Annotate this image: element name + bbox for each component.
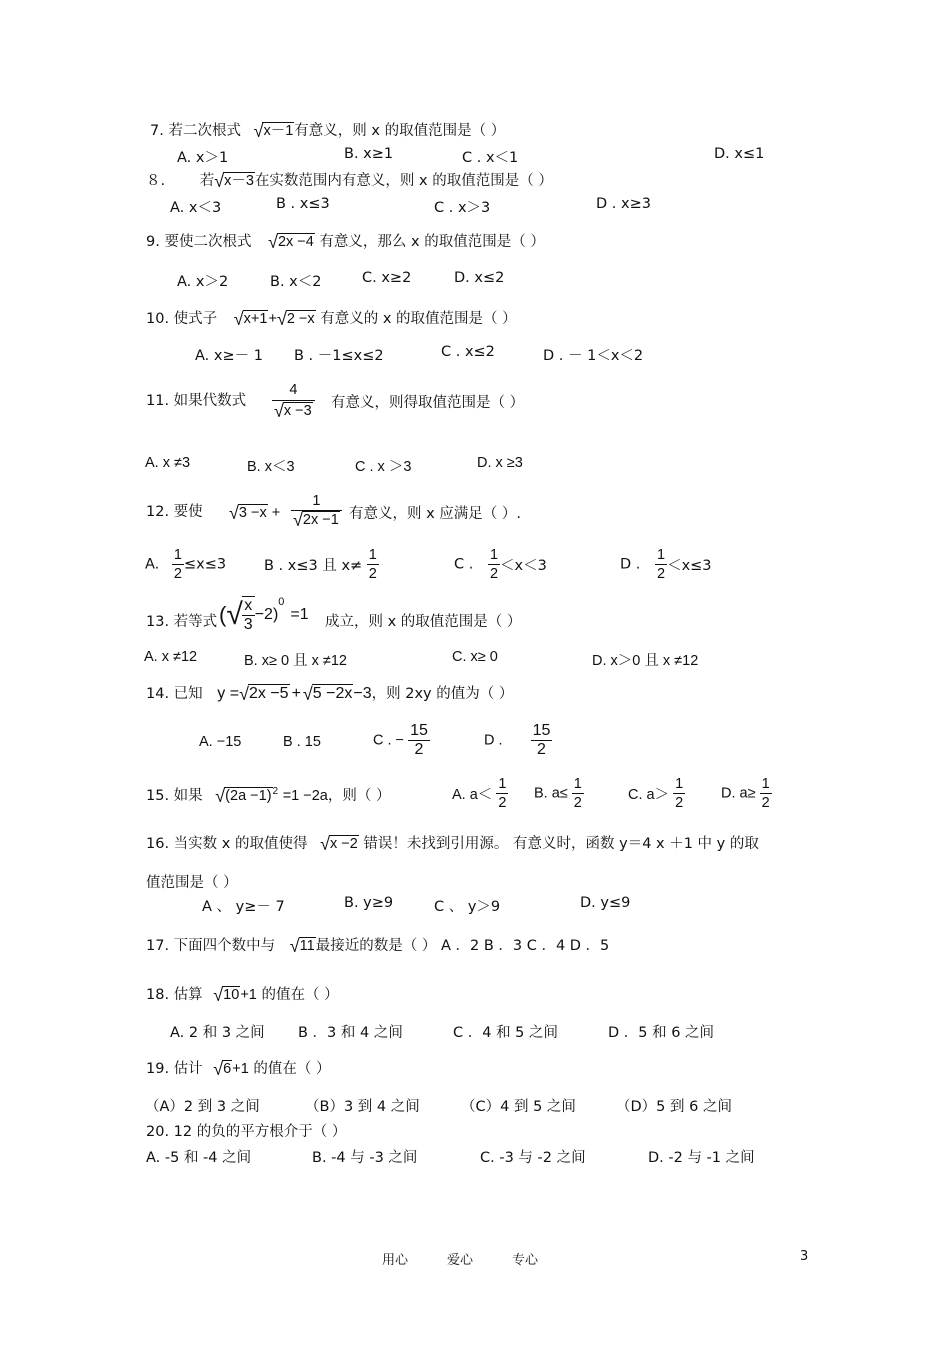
q14-option-a: A. −15 xyxy=(199,734,242,750)
q12-option-b-num: 1 xyxy=(368,547,377,563)
q14-option-c-num: 15 xyxy=(410,722,428,739)
q20-option-c: C. -3 与 -2 之间 xyxy=(480,1150,586,1166)
q12-plus: + xyxy=(271,505,281,521)
q14-radical-1: √2x −5 xyxy=(239,684,289,704)
q18-option-b: B ．3 和 4 之间 xyxy=(298,1025,403,1041)
q11-denominator: √x −3 xyxy=(272,400,315,421)
q14-stem xyxy=(146,684,513,704)
q16-stem-tail: 错误！未找到引用源。 有意义时，函数 y＝4 x ＋1 中 y 的取 xyxy=(363,836,759,852)
q18-radical: √10+1 xyxy=(213,985,257,1005)
q12-option-b-frac xyxy=(367,546,379,583)
q18-plus-one: +1 xyxy=(240,987,257,1003)
q14-option-c-den: 2 xyxy=(408,740,430,759)
q14-radicand-2: 5 −2x xyxy=(312,685,353,702)
q12-option-a-num: 1 xyxy=(173,547,182,563)
q19-stem-text: 19. 估计 xyxy=(146,1061,203,1077)
q9-stem-text: 9. 要使二次根式 xyxy=(146,234,252,250)
q15-radical: $√(2a -1)^2$ xyxy=(215,785,279,806)
q12-radicand-2: 2x −1 xyxy=(302,512,339,528)
q15-exponent: 2 xyxy=(272,786,279,797)
q13-inner-den: 3 xyxy=(243,616,253,633)
q14-option-b: B . 15 xyxy=(283,734,321,750)
q13-option-d: D. x＞0 且 x ≠12 xyxy=(592,653,699,669)
q12-option-a-rest: ≤x≤3 xyxy=(183,556,227,573)
q19-radicand: 6 xyxy=(223,1061,232,1077)
q15-option-d-num: 1 xyxy=(761,776,770,792)
q11-radicand: x −3 xyxy=(283,403,312,419)
q12-stem-tail: 有意义，则 x 应满足（ ）. xyxy=(349,506,522,522)
q12-fraction xyxy=(291,492,342,529)
q19-option-c: （C）4 到 5 之间 xyxy=(461,1099,576,1115)
q17-radicand: 11 xyxy=(299,938,315,954)
q19-stem xyxy=(146,1059,331,1079)
q12-option-d-frac xyxy=(655,546,667,583)
q12-option-c-label: C . xyxy=(454,556,474,573)
q12-option-c-frac xyxy=(488,546,500,583)
q13-inner-frac xyxy=(242,596,255,634)
q15-option-a-den: 2 xyxy=(498,795,507,811)
q12-option-a-den: 2 xyxy=(173,566,182,582)
q12-radical-1: √3 −x + xyxy=(229,503,281,523)
q7-radical: √x－1 xyxy=(253,121,294,141)
q11-stem xyxy=(146,391,246,411)
q10-option-d: D . － 1＜x＜2 xyxy=(543,348,644,364)
q9-option-d: D. x≤2 xyxy=(454,270,505,286)
q12-stem-text: 12. 要使 xyxy=(146,504,203,520)
q13-formula: (√ $\frac{x}{3}$ −2)$^0$=1 xyxy=(219,596,309,633)
q18-stem-text: 18. 估算 xyxy=(146,987,203,1003)
q7-option-c: C . x＜1 xyxy=(462,150,519,166)
footer-text-1: 用心 xyxy=(382,1253,409,1268)
q15-option-c xyxy=(628,775,685,812)
q7-option-d: D. x≤1 xyxy=(714,146,765,162)
q15-option-b-num: 1 xyxy=(573,776,582,792)
q12-option-c-num: 1 xyxy=(489,547,499,563)
q10-radicand-1: x+1 xyxy=(243,311,268,327)
q8-stem xyxy=(146,171,553,191)
q8-radical: √x－3 xyxy=(214,171,254,191)
q12-option-c-rest: ＜x＜3 xyxy=(500,558,547,574)
q15-option-d-frac xyxy=(760,775,772,812)
q13-open-paren: ( xyxy=(219,602,227,627)
q10-stem xyxy=(146,309,517,329)
q16-radical: √x −2 xyxy=(320,834,358,854)
q20-option-b: B. -4 与 -3 之间 xyxy=(312,1150,418,1166)
q19-option-a: （A）2 到 3 之间 xyxy=(145,1099,260,1115)
q17-stem-tail: 最接近的数是（ ） A ．2 B ．3 C ．4 D ．5 xyxy=(315,938,610,954)
q13-inner-num: x xyxy=(244,597,253,614)
q11-option-a: A. x ≠3 xyxy=(145,455,191,471)
q15-option-c-den: 2 xyxy=(675,795,684,811)
q19-option-b: （B）3 到 4 之间 xyxy=(305,1099,420,1115)
q15-option-a-frac xyxy=(496,775,508,812)
q12-option-b-den: 2 xyxy=(368,566,377,582)
q9-stem-tail: 有意义，那么 x 的取值范围是（ ） xyxy=(319,234,545,250)
q9-radical: √2x −4 xyxy=(268,232,314,252)
q15-eq: =1 −2a xyxy=(282,787,328,804)
q19-option-d: （D）5 到 6 之间 xyxy=(616,1099,732,1115)
q15-option-d-text: D. a≥ xyxy=(721,785,756,802)
q10-option-a: A. x≥－ 1 xyxy=(195,348,263,364)
q11-numerator: 4 xyxy=(289,382,298,398)
q8-stem-text: 若 xyxy=(199,173,215,189)
q14-option-d-text: D . xyxy=(484,732,503,749)
q15-option-b-frac xyxy=(572,775,584,812)
q14-tail: −3 xyxy=(353,685,372,702)
page-number: 3 xyxy=(800,1249,809,1264)
q14-stem-tail: ，则 2xy 的值为（ ） xyxy=(371,686,514,702)
q12-frac xyxy=(291,492,342,529)
q16-option-b: B. y≥9 xyxy=(344,895,394,911)
q8-stem-tail: 在实数范围内有意义，则 x 的取值范围是（ ） xyxy=(254,173,553,189)
q9-option-a: A. x＞2 xyxy=(177,274,229,290)
footer-text-2: 爱心 xyxy=(447,1253,474,1268)
q13-tail: −2) xyxy=(254,606,279,623)
q7-stem-tail: 有意义，则 x 的取值范围是（ ） xyxy=(294,123,506,139)
q18-stem xyxy=(146,985,339,1005)
q9-option-c: C. x≥2 xyxy=(362,270,412,286)
q14-option-c xyxy=(373,722,430,759)
q10-option-c: C . x≤2 xyxy=(441,344,495,360)
q7-option-a: A. x＞1 xyxy=(177,150,229,166)
q12-option-a xyxy=(145,546,226,583)
q15-option-d-den: 2 xyxy=(761,795,770,811)
q17-radical: √11 xyxy=(289,936,315,956)
q14-option-d-den: 2 xyxy=(531,740,553,759)
q12-option-d-rest: ＜x≤3 xyxy=(667,558,712,574)
q12-option-a-frac xyxy=(172,546,184,583)
q7-stem xyxy=(150,121,505,141)
q20-option-a: A. -5 和 -4 之间 xyxy=(146,1150,252,1166)
q8-option-a: A. x＜3 xyxy=(170,200,222,216)
q8-option-b: B . x≤3 xyxy=(276,196,330,212)
q13-exponent: 0 xyxy=(278,596,285,609)
q14-option-d-num: 15 xyxy=(532,722,551,739)
q15-option-b xyxy=(534,775,584,812)
q16-stem-cont: 值范围是（ ） xyxy=(146,875,238,891)
q16-option-a: A 、 y≥－ 7 xyxy=(202,899,285,915)
q13-stem: 13. 若等式 xyxy=(146,614,218,630)
q15-option-d xyxy=(721,775,772,812)
q18-option-d: D ．5 和 6 之间 xyxy=(608,1025,715,1041)
q12-option-c-den: 2 xyxy=(489,566,499,582)
q16-option-c: C 、 y＞9 xyxy=(434,899,501,915)
q14-radicand-1: 2x −5 xyxy=(248,685,289,702)
q10-radicand-2: 2 −x xyxy=(286,311,315,327)
q15-option-a xyxy=(452,775,508,812)
q12-option-a-label: A. xyxy=(145,556,160,573)
q19-radical: √6+1 xyxy=(213,1059,249,1079)
q14-radical-2: √5 −2x xyxy=(302,684,353,704)
footer-text-3: 专心 xyxy=(512,1253,539,1268)
q15-option-c-frac xyxy=(673,775,685,812)
q16-option-d: D. y≤9 xyxy=(580,895,631,911)
q11-option-d: D. x ≥3 xyxy=(477,455,523,471)
q7-option-b: B. x≥1 xyxy=(344,146,394,162)
q17-stem xyxy=(146,936,609,956)
q12-option-d-num: 1 xyxy=(657,547,666,563)
q15-option-a-num: 1 xyxy=(498,776,507,792)
q16-stem xyxy=(146,834,759,854)
q18-radicand: 10 xyxy=(223,987,240,1003)
q9-stem xyxy=(146,232,545,252)
q16-stem-text: 16. 当实数 x 的取值使得 xyxy=(146,836,308,852)
q11-stem-text: 11. 如果代数式 xyxy=(146,393,247,409)
q18-stem-tail: 的值在（ ） xyxy=(261,987,339,1003)
q12-option-b-text: B . x≤3 且 x≠ xyxy=(264,558,363,574)
q11-stem-tail: 有意义，则得取值范围是（ ） xyxy=(331,395,525,411)
q11-option-c: C . x ＞3 xyxy=(355,459,412,475)
q15-stem xyxy=(146,782,390,806)
q14-stem-text: 14. 已知 xyxy=(146,686,203,702)
q15-stem-text: 15. 如果 xyxy=(146,787,203,804)
q13-option-b: B. x≥ 0 且 x ≠12 xyxy=(244,653,347,669)
q20-option-d: D. -2 与 -1 之间 xyxy=(648,1150,755,1166)
q20-stem: 20. 12 的负的平方根介于（ ） xyxy=(146,1124,347,1140)
q12-option-d-den: 2 xyxy=(657,566,666,582)
q11-fraction xyxy=(272,380,315,421)
q9-radicand: 2x −4 xyxy=(277,234,314,250)
q8-number: ８. xyxy=(146,173,166,189)
q13-stem-tail: 成立，则 x 的取值范围是（ ） xyxy=(325,614,522,630)
q16-radicand: x −2 xyxy=(329,836,358,852)
q14-option-c-frac xyxy=(408,722,430,759)
q10-radical-1: √x+1 xyxy=(233,309,268,329)
q12-option-c xyxy=(454,546,547,583)
q10-option-b: B . －1≤x≤2 xyxy=(294,348,384,364)
q12-option-d-label: D . xyxy=(620,556,641,573)
q12-option-d xyxy=(620,546,712,583)
q13-eq: =1 xyxy=(290,606,309,623)
q12-stem xyxy=(146,502,203,522)
q15-option-b-text: B. a≤ xyxy=(534,785,568,802)
q13-option-a: A. x ≠12 xyxy=(144,649,198,665)
q13-option-c: C. x≥ 0 xyxy=(452,649,498,665)
q11-option-b: B. x＜3 xyxy=(247,459,295,475)
q15-option-b-den: 2 xyxy=(573,795,582,811)
q9-option-b: B. x＜2 xyxy=(270,274,322,290)
q14-plus: + xyxy=(291,685,301,702)
q10-stem-text: 10. 使式子 xyxy=(146,311,218,327)
q12-radicand-1: 3 −x xyxy=(238,505,267,521)
q8-option-c: C . x＞3 xyxy=(434,200,491,216)
q14-option-d-frac xyxy=(531,722,553,759)
q15-option-a-text: A. a＜ xyxy=(452,787,493,803)
q12-option-b xyxy=(264,546,379,583)
q19-stem-tail: 的值在（ ） xyxy=(253,1061,331,1077)
q15-option-c-num: 1 xyxy=(675,776,684,792)
q12-denominator: √2x −1 xyxy=(291,510,342,529)
q14-y-eq: y = xyxy=(217,685,240,702)
q15-option-c-text: C. a＞ xyxy=(628,787,670,803)
q18-option-c: C ．4 和 5 之间 xyxy=(453,1025,559,1041)
q12-numerator: 1 xyxy=(312,493,321,509)
q17-stem-text: 17. 下面四个数中与 xyxy=(146,938,276,954)
q15-stem-tail: ，则（ ） xyxy=(327,787,391,804)
q10-stem-tail: 有意义的 x 的取值范围是（ ） xyxy=(320,311,517,327)
q18-option-a: A. 2 和 3 之间 xyxy=(170,1025,265,1041)
q15-radicand: (2a −1) xyxy=(225,787,272,804)
q19-plus-one: +1 xyxy=(232,1061,249,1077)
q8-radicand: x－3 xyxy=(224,173,254,189)
q7-radicand: x－1 xyxy=(263,123,294,139)
q14-option-d xyxy=(484,722,552,759)
q14-option-c-text: C . − xyxy=(373,732,405,749)
q8-option-d: D . x≥3 xyxy=(596,196,651,212)
q10-radical-2: √2 −x xyxy=(276,309,315,329)
q7-stem-text: 7. 若二次根式 xyxy=(150,123,241,139)
q11-frac xyxy=(272,380,315,421)
q10-plus: + xyxy=(268,311,277,327)
